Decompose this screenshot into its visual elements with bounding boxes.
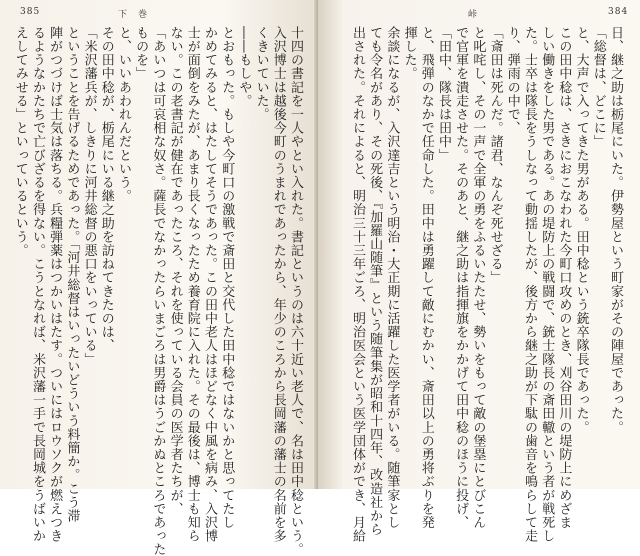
text-line: 「斎田は死んだ。諸君、なんぞ死せざる」: [487, 26, 503, 285]
right-running-head: 峠: [468, 10, 479, 20]
text-line: ――もしや。: [236, 26, 252, 108]
text-line: 十四の書記を一人やとい入れた。書記というのは六十近い老人で、名は田中稔という。: [288, 26, 303, 556]
text-line: 「田中、隊長は田中」: [435, 26, 451, 162]
text-line: ということを告げるためであった。「河井総督はいったいどういう料簡か。こう滞: [64, 26, 80, 523]
text-line: と、いいあわれんだという。: [115, 26, 131, 203]
text-line: 出された。それによると、明治三十三年ごろ、明治医会という医学団体ができ、月給: [349, 26, 365, 543]
text-line: るようなかたちで亡びざるを得ない。こうとなれば、米沢藩一手で長岡城をうばいか: [29, 26, 45, 543]
text-line: 「総督は、どこに」: [590, 26, 606, 149]
text-line: た。士卒は隊長をうしなって動揺したが、後方から継之助が下駄の歯音を鳴らして走: [521, 26, 537, 543]
text-line: ものを」: [133, 26, 149, 81]
left-page-number: 385: [20, 7, 41, 17]
right-page-number: 384: [608, 7, 629, 17]
text-line: 士が面倒をみたが、あまり長くなったため養育院に入れた。その最後は、博士も知ら: [184, 26, 200, 543]
text-line: と、大声で入ってきた男がある。田中稔という銃卒隊長であった。: [573, 26, 589, 434]
text-line: くきいていた。: [253, 26, 269, 122]
text-line: と、飛弾のなかで任命した。田中は勇躍して敵にむかい、斎田以上の勇将ぶりを発: [418, 26, 434, 530]
text-line: 「米沢藩兵が、しきりに河井総督の悪口をいっている」: [81, 26, 97, 366]
text-line: ない。この老書記が健在であったころ、それを使っている会員の医学者たちが、: [167, 26, 183, 516]
text-line: とおもった。もしや今町口の激戦で斎田と交代した田中稔ではないかと思ってたし: [219, 26, 235, 530]
left-page: [0, 0, 318, 556]
text-line: えしてみせる」といっているという。: [12, 26, 28, 258]
text-line: 入沢博士は越後今町のうまれであったから、年少のころから長岡藩の藩士の名前を多: [270, 26, 286, 543]
text-line: で官軍を潰走させた。そのあと、継之助は指揮旗をかかげて田中稔のほうに投げ、: [453, 26, 469, 530]
left-running-head: 下 巻: [118, 10, 149, 20]
text-line: かめてみると、はたしてそうであった。この田中老人はほどなく中風を病み、入沢博: [201, 26, 217, 543]
text-line: 日、継之助は栃尾にいた。伊勢屋という町家がその陣屋であった。: [608, 26, 623, 434]
text-line: 揮した。: [401, 26, 417, 81]
right-page-text: [330, 26, 624, 543]
text-line: ても令名があり、その死後、『加羅山随筆』という随筆集が昭和十四年、改造社から: [367, 26, 383, 537]
text-line: その田中稔が、栃尾にいる継之助を訪ねてきたのは、: [98, 26, 114, 353]
text-line: 余談になるが、入沢達吉という明治・大正期に活躍した医学者がいる。随筆家とし: [384, 26, 400, 530]
text-line: 「あいつは可哀相な奴さ。薩長でなかったらいまごろは男爵はうごかぬところであった: [150, 26, 166, 556]
text-line: この田中稔は、さきにおこなわれた今町口攻めのとき、刈谷田川の堤防上にめざま: [556, 26, 572, 530]
left-page-text: [12, 26, 304, 556]
text-line: 陣がつづけば士気は落ちる。兵糧弾薬はつかいはたす。ついにはロウソクが燃えつき: [47, 26, 63, 543]
text-line: しい働きをした男である。あの堤防上の戦闘で、銃士隊長の斎田轍という者が戦死し: [539, 26, 555, 543]
text-line: り、弾雨の中で、: [504, 26, 520, 135]
text-line: と叱咤し、その一声で全軍の勇をふるいたたせ、勢いをもって敵の堡塁にとびこん: [470, 26, 486, 530]
